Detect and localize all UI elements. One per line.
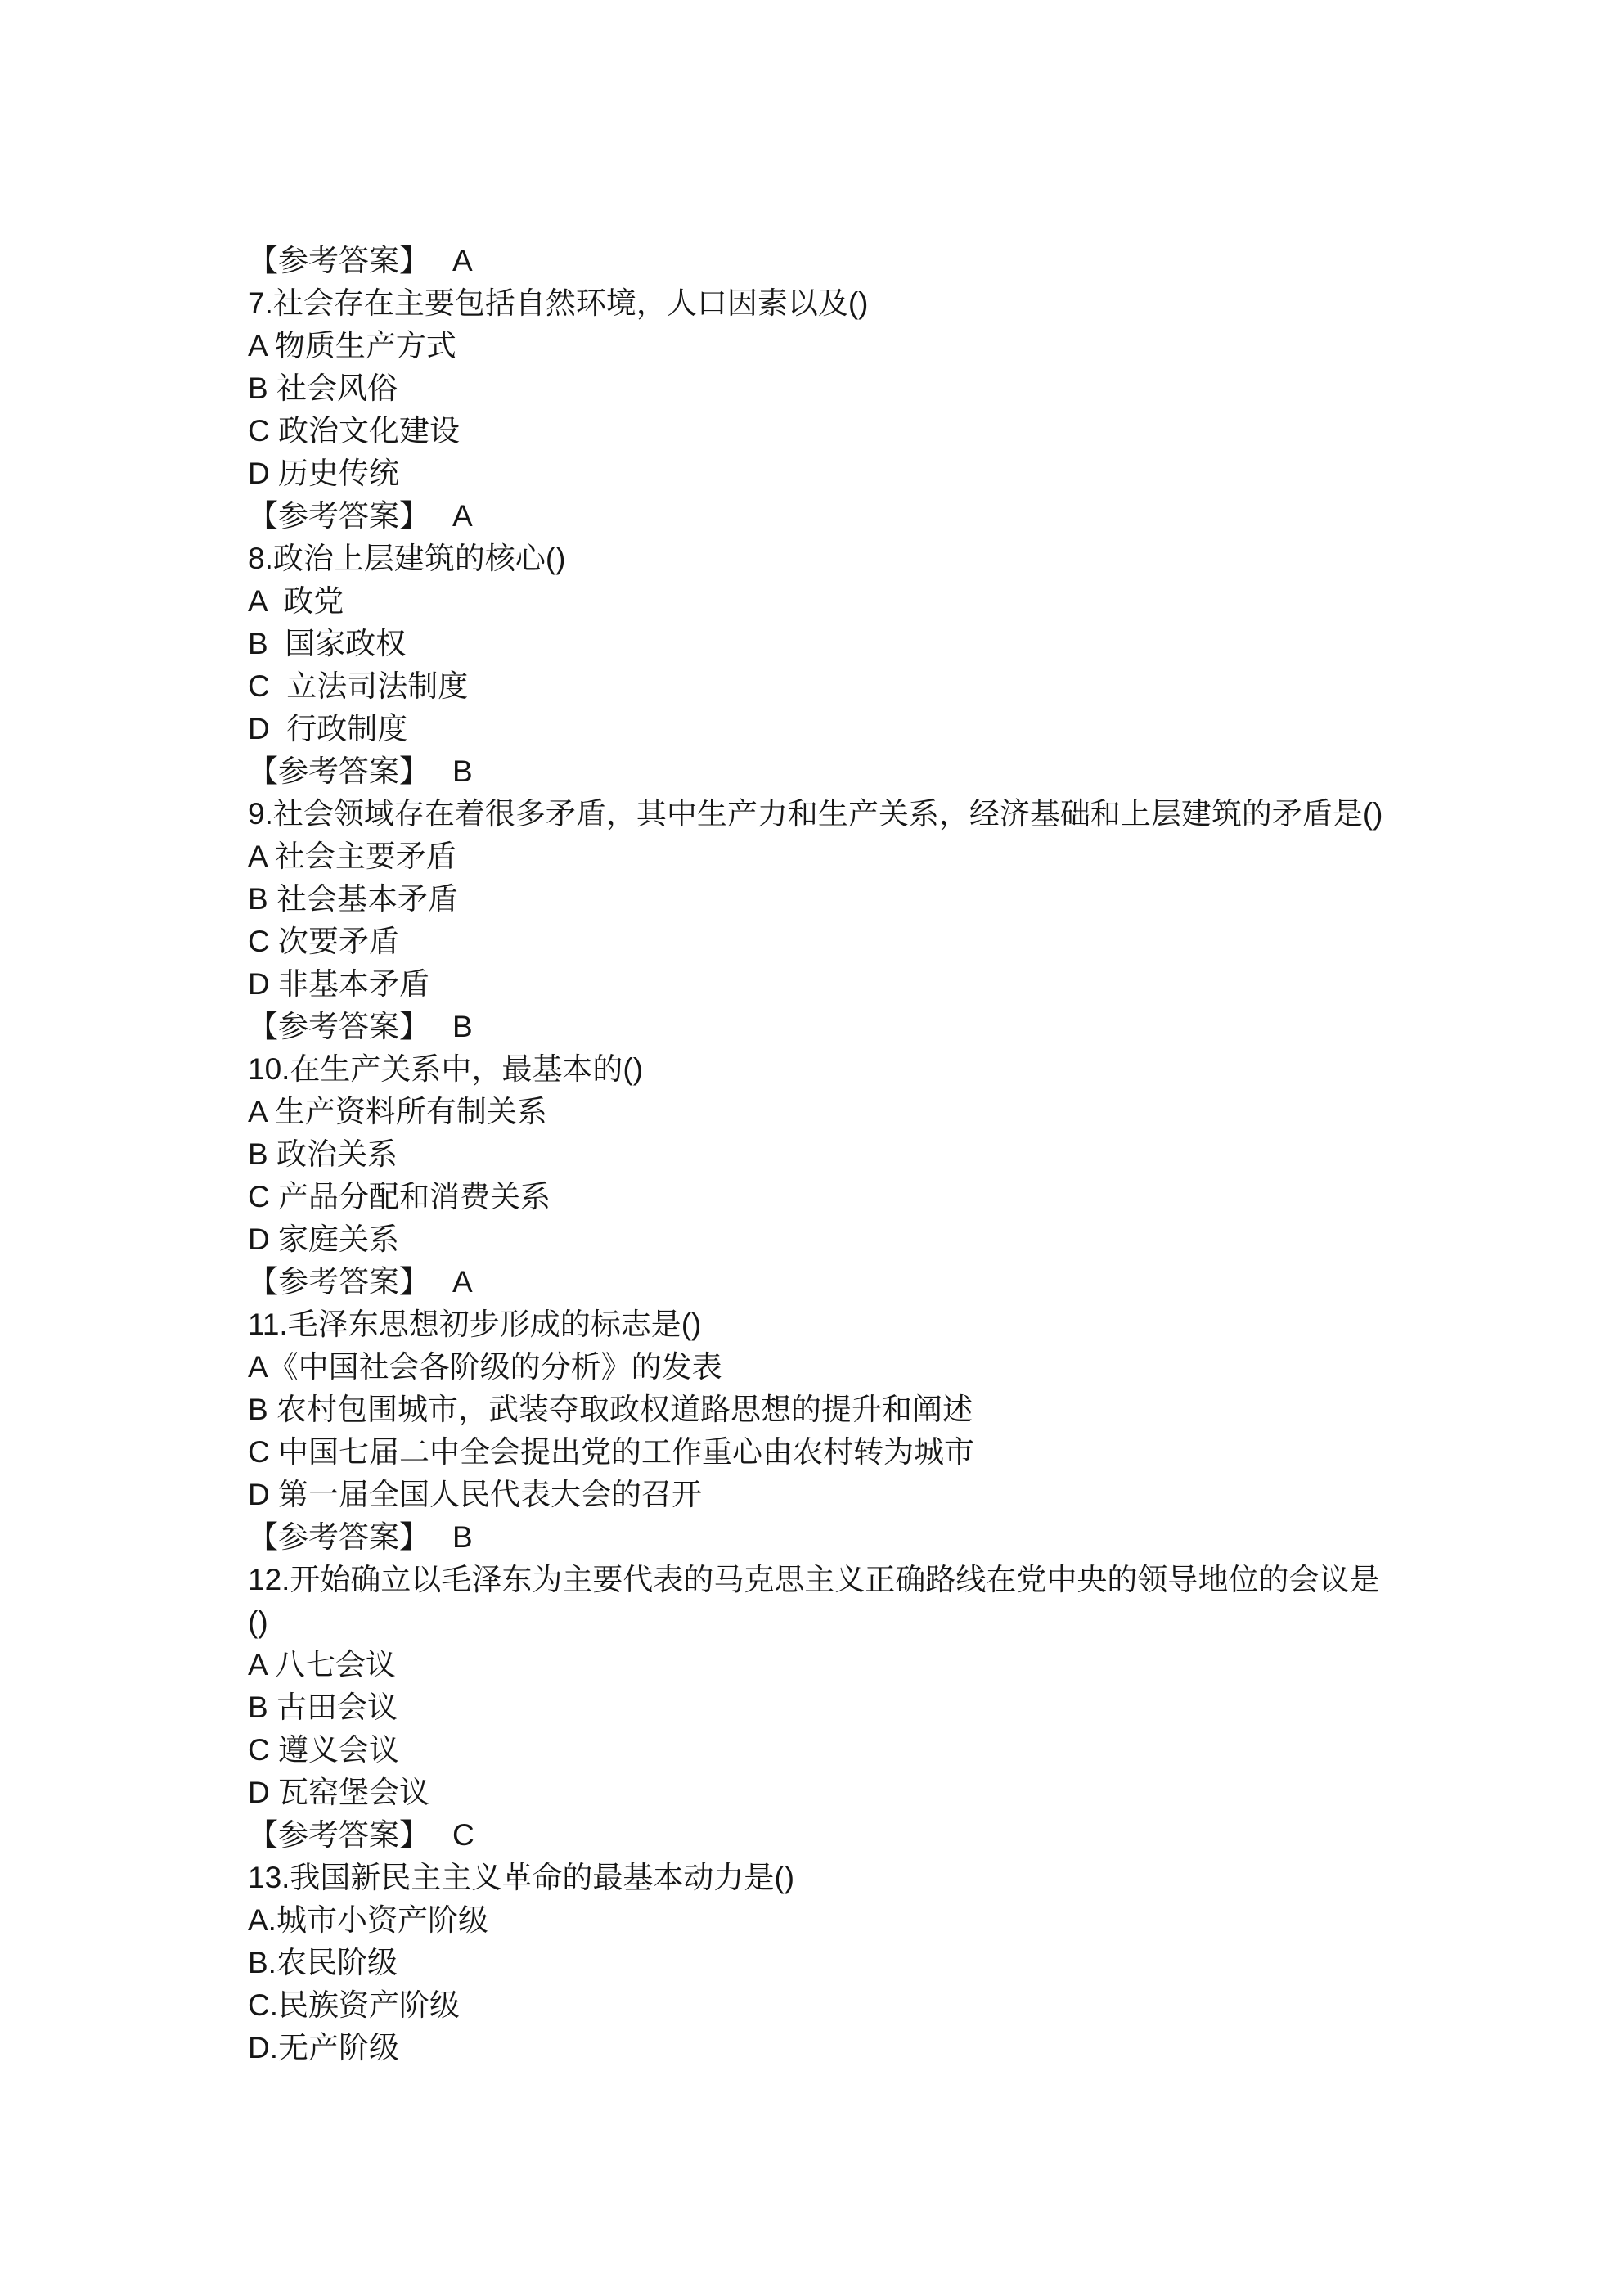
answer-value: A — [452, 244, 473, 277]
question-block-11 — [248, 1303, 1524, 1559]
option-line: A 社会主要矛盾 — [248, 840, 456, 873]
option-line: C.民族资产阶级 — [248, 1988, 460, 2022]
question-stem: 11.毛泽东思想初步形成的标志是() — [248, 1308, 702, 1341]
answer-value: B — [452, 754, 473, 788]
question-stem: 8.政治上层建筑的核心() — [248, 542, 566, 575]
option-line: A 生产资料所有制关系 — [248, 1095, 547, 1128]
questions-container — [248, 282, 1524, 2069]
question-block-8 — [248, 538, 1524, 793]
question-stem: 7.社会存在主要包括自然环境，人口因素以及() — [248, 286, 869, 320]
answer-line — [248, 1814, 1524, 1857]
answer-line — [248, 1006, 1524, 1048]
option-line: C 产品分配和消费关系 — [248, 1180, 551, 1213]
question-block-7 — [248, 282, 1524, 538]
option-line: D 历史传统 — [248, 457, 399, 490]
leading-answer-line — [248, 240, 1524, 282]
option-line: D 第一届全国人民代表大会的召开 — [248, 1478, 702, 1511]
option-line: C 立法司法制度 — [248, 669, 469, 703]
answer-line — [248, 750, 1524, 793]
question-stem-continuation: () — [248, 1605, 268, 1639]
answer-label: 【参考答案】 — [248, 244, 429, 277]
answer-line — [248, 1261, 1524, 1303]
answer-value: B — [452, 1520, 473, 1554]
exam-content — [248, 240, 1524, 2069]
answer-value: C — [452, 1818, 474, 1852]
question-stem: 10.在生产关系中，最基本的() — [248, 1052, 644, 1086]
question-stem: 13.我国新民主主义革命的最基本动力是() — [248, 1861, 795, 1894]
option-line: B 政治关系 — [248, 1137, 398, 1171]
question-stem: 9.社会领域存在着很多矛盾，其中生产力和生产关系，经济基础和上层建筑的矛盾是() — [248, 797, 1383, 831]
answer-label: 【参考答案】 — [248, 1520, 429, 1554]
option-line: A 八七会议 — [248, 1648, 396, 1681]
question-block-10 — [248, 1048, 1524, 1303]
option-line: B 社会基本矛盾 — [248, 882, 458, 916]
answer-value: A — [452, 1265, 473, 1299]
option-line: D 行政制度 — [248, 712, 408, 745]
option-line: B 农村包围城市，武装夺取政权道路思想的提升和阐述 — [248, 1393, 973, 1426]
question-stem: 12.开始确立以毛泽东为主要代表的马克思主义正确路线在党中央的领导地位的会议是 — [248, 1563, 1380, 1596]
option-line: D.无产阶级 — [248, 2031, 399, 2064]
option-line: C 政治文化建设 — [248, 414, 460, 448]
option-line: B.农民阶级 — [248, 1946, 398, 1979]
option-line: D 家庭关系 — [248, 1222, 399, 1256]
answer-label: 【参考答案】 — [248, 754, 429, 788]
option-line: B 社会风俗 — [248, 371, 398, 405]
option-line: A 物质生产方式 — [248, 329, 456, 362]
option-line: C 次要矛盾 — [248, 925, 399, 958]
answer-line — [248, 1516, 1524, 1559]
answer-line — [248, 495, 1524, 538]
option-line: B 国家政权 — [248, 627, 407, 660]
answer-value: A — [452, 499, 473, 533]
answer-label: 【参考答案】 — [248, 499, 429, 533]
question-block-13 — [248, 1857, 1524, 2069]
option-line: D 非基本矛盾 — [248, 967, 429, 1001]
answer-value: B — [452, 1010, 473, 1043]
option-line: A.城市小资产阶级 — [248, 1903, 488, 1937]
answer-label: 【参考答案】 — [248, 1265, 429, 1299]
option-line: C 中国七届二中全会提出党的工作重心由农村转为城市 — [248, 1435, 974, 1469]
answer-label: 【参考答案】 — [248, 1818, 429, 1852]
option-line: B 古田会议 — [248, 1690, 398, 1724]
option-line: C 遵义会议 — [248, 1733, 399, 1767]
answer-label: 【参考答案】 — [248, 1010, 429, 1043]
option-line: A《中国社会各阶级的分析》的发表 — [248, 1350, 722, 1384]
option-line: D 瓦窑堡会议 — [248, 1776, 429, 1809]
question-block-9 — [248, 793, 1524, 1048]
option-line: A 政党 — [248, 584, 344, 618]
question-block-12 — [248, 1559, 1524, 1857]
